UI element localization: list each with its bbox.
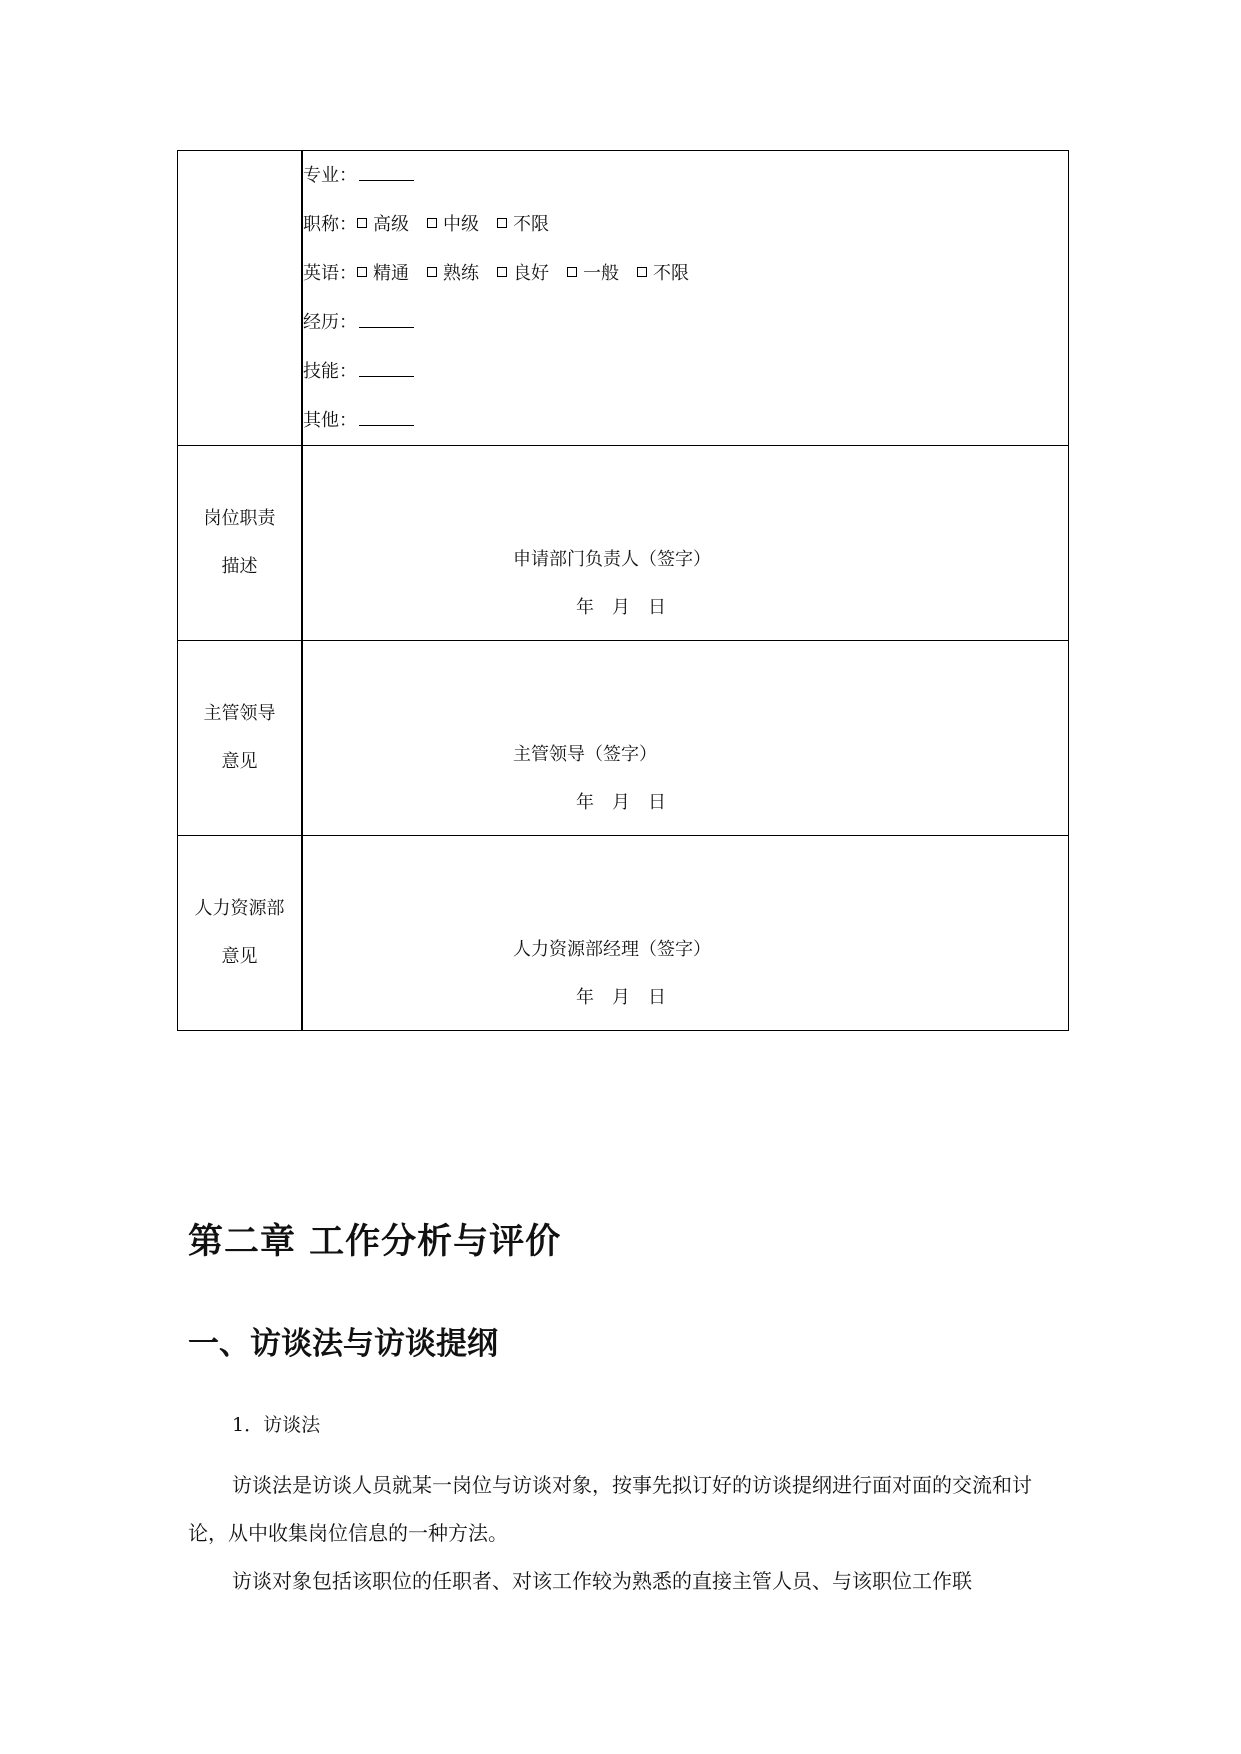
english-option-fluent[interactable]: 熟练 <box>427 249 479 298</box>
hr-label-cell <box>178 836 303 1031</box>
english-row <box>303 249 1068 298</box>
title-option-senior[interactable]: 高级 <box>357 200 409 249</box>
department-head-signature: 申请部门负责人（签字） <box>513 549 711 570</box>
requirements-label-cell <box>178 151 303 446</box>
english-option-good[interactable]: 良好 <box>497 249 549 298</box>
checkbox-icon[interactable] <box>497 218 507 228</box>
position-request-form <box>177 150 1069 1031</box>
checkbox-icon[interactable] <box>497 267 507 277</box>
paragraph: 访谈对象包括该职位的任职者、对该工作较为熟悉的直接主管人员、与该职位工作联 <box>232 1569 972 1593</box>
experience-label: 经历： <box>303 312 357 333</box>
experience-row <box>303 298 1068 347</box>
paragraph: 访谈法是访谈人员就某一岗位与访谈对象，按事先拟订好的访谈提纲进行面对面的交流和讨论，从中收集岗位信息的一种方法。 <box>188 1473 1032 1545</box>
english-option-average[interactable]: 一般 <box>567 249 619 298</box>
chapter-title: 第二章 工作分析与评价 <box>188 1222 562 1262</box>
sub-heading: 1．访谈法 <box>232 1414 321 1436</box>
title-row <box>303 200 1068 249</box>
checkbox-icon[interactable] <box>357 267 367 277</box>
requirements-cell <box>302 151 1069 446</box>
supervisor-signature-cell[interactable]: 主管领导（签字） 年 月 日 <box>302 641 1069 836</box>
title-label: 职称： <box>303 214 357 235</box>
checkbox-icon[interactable] <box>427 267 437 277</box>
checkbox-icon[interactable] <box>357 218 367 228</box>
other-blank[interactable] <box>359 424 414 426</box>
hr-manager-signature: 人力资源部经理（签字） <box>513 939 711 960</box>
english-label: 英语： <box>303 263 357 284</box>
other-label: 其他： <box>303 410 357 431</box>
duty-label-cell <box>178 446 303 641</box>
major-row <box>303 151 1068 200</box>
major-blank[interactable] <box>359 179 414 181</box>
duty-label-line1: 岗位职责 <box>203 508 276 529</box>
checkbox-icon[interactable] <box>567 267 577 277</box>
skills-label: 技能： <box>303 361 357 382</box>
english-option-proficient[interactable]: 精通 <box>357 249 409 298</box>
supervisor-label-cell <box>178 641 303 836</box>
other-row <box>303 396 1068 445</box>
skills-blank[interactable] <box>359 375 414 377</box>
checkbox-icon[interactable] <box>427 218 437 228</box>
checkbox-icon[interactable] <box>637 267 647 277</box>
experience-blank[interactable] <box>359 326 414 328</box>
hr-label-line1: 人力资源部 <box>194 898 285 919</box>
section-title: 一、访谈法与访谈提纲 <box>188 1326 498 1362</box>
hr-signature-cell[interactable]: 人力资源部经理（签字） 年 月 日 <box>302 836 1069 1031</box>
major-label: 专业： <box>303 165 357 186</box>
supervisor-signature: 主管领导（签字） <box>513 744 657 765</box>
skills-row <box>303 347 1068 396</box>
hr-label-line2: 意见 <box>221 946 258 967</box>
english-option-any[interactable]: 不限 <box>637 249 689 298</box>
supervisor-label-line1: 主管领导 <box>203 703 276 724</box>
supervisor-label-line2: 意见 <box>221 751 258 772</box>
duty-signature-cell[interactable]: 申请部门负责人（签字） 年 月 日 <box>302 446 1069 641</box>
title-option-middle[interactable]: 中级 <box>427 200 479 249</box>
title-option-any[interactable]: 不限 <box>497 200 549 249</box>
duty-label-line2: 描述 <box>221 556 258 577</box>
